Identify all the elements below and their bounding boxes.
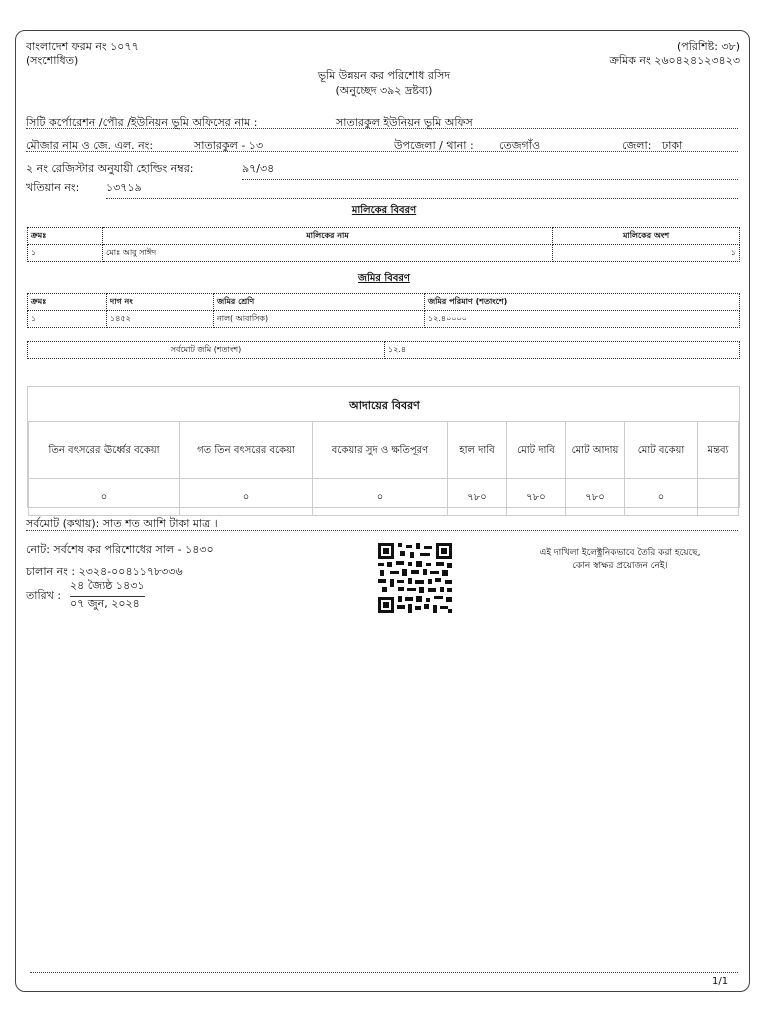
pay-col-over-three: তিন বৎসরের ঊর্ধ্বের বকেয়া <box>29 422 180 479</box>
land-section-title: জমির বিবরণ <box>358 273 410 284</box>
pay-col-interest: বকেয়ার সুদ ও ক্ষতিপূরণ <box>313 422 448 479</box>
land-col-area: জমির পরিমাণ (শতাংশে) <box>425 294 740 311</box>
land-col-dag: দাগ নং <box>107 294 214 311</box>
payment-section <box>27 386 740 508</box>
land-header-row <box>28 294 740 311</box>
mouza-value: সাতারকুল - ১৩ <box>194 139 264 152</box>
pay-col-remarks: মন্তব্য <box>698 422 739 479</box>
land-col-class: জমির শ্রেণি <box>214 294 425 311</box>
serial-number: ক্রমিক নং ২৬০৪২৪১২৩৪২৩ <box>609 54 740 67</box>
district-value: ঢাকা <box>662 139 683 152</box>
challan-number: চালান নং : ২৩২৪-০০৪১১৭৮৩৩৬ <box>26 565 183 578</box>
amended-label: (সংশোধিত) <box>26 54 79 67</box>
table-row <box>28 245 740 262</box>
owner-table <box>27 227 740 262</box>
last-paid-note: নোট: সর্বশেষ কর পরিশোধের সাল - ১৪৩০ <box>26 543 214 556</box>
land-table <box>27 293 740 328</box>
owner-col-name: মালিকের নাম <box>103 228 553 245</box>
district-label: জেলা: <box>622 139 652 152</box>
upazila-label: উপজেলা / থানা : <box>394 139 474 152</box>
form-number: বাংলাদেশ ফরম নং ১০৭৭ <box>26 40 139 53</box>
pay-total-paid: ৭৮০ <box>566 479 625 516</box>
date-bangla: ২৪ জ্যৈষ্ঠ ১৪৩১ <box>70 577 145 597</box>
pay-remarks <box>698 479 739 516</box>
pay-col-last-three: গত তিন বৎসরের বকেয়া <box>180 422 313 479</box>
pay-col-current: হাল দাবি <box>448 422 507 479</box>
table-row <box>29 479 739 516</box>
owner-section-title: মালিকের বিবরণ <box>351 205 417 216</box>
payment-header-row <box>29 422 739 479</box>
footer-divider <box>30 972 738 973</box>
pay-interest: ০ <box>313 479 448 516</box>
land-col-serial: ক্রমঃ <box>28 294 107 311</box>
land-total-label: সর্বমোট জমি (শতাংশ) <box>28 342 385 359</box>
pay-over-three: ০ <box>29 479 180 516</box>
pay-current: ৭৮০ <box>448 479 507 516</box>
khatian-label: খতিয়ান নং: <box>26 181 80 194</box>
owner-header-row <box>28 228 740 245</box>
pay-total-due: ০ <box>625 479 698 516</box>
holding-row <box>26 158 738 174</box>
page-number: 1/1 <box>712 976 729 987</box>
payment-section-title: আদায়ের বিবরণ <box>349 399 420 412</box>
pay-last-three: ০ <box>180 479 313 516</box>
table-row <box>28 311 740 328</box>
payment-table <box>28 421 739 516</box>
pay-col-total-demand: মোট দাবি <box>507 422 566 479</box>
pay-col-total-paid: মোট আদায় <box>566 422 625 479</box>
amount-in-words-row <box>26 514 738 531</box>
holding-value: ৯৭/৩৪ <box>242 160 738 180</box>
khatian-row <box>26 177 738 193</box>
khatian-value: ১৩৭১৯ <box>106 179 738 199</box>
electronic-note-line-1: এই দাখিলা ইলেক্ট্রনিকভাবে তৈরি করা হয়েছে, <box>539 548 701 558</box>
mouza-label: মৌজার নাম ও জে. এল. নং: <box>26 139 154 152</box>
mouza-row <box>26 135 738 152</box>
date-gregorian: ০৭ জুন, ২০২৪ <box>70 597 140 610</box>
owner-serial: ১ <box>28 245 103 262</box>
office-row <box>26 112 738 129</box>
page-subtitle: (অনুচ্ছেদ ৩৯২ দ্রষ্টব্য) <box>335 84 433 97</box>
office-value: সাতারকুল ইউনিয়ন ভূমি অফিস <box>336 116 473 129</box>
land-total-table <box>27 341 740 359</box>
amount-in-words: সর্বমোট (কথায়): সাত শত আশি টাকা মাত্র । <box>26 517 218 530</box>
pay-col-total-due: মোট বকেয়া <box>625 422 698 479</box>
electronic-note-line-2: কোন স্বাক্ষর প্রয়োজন নেই। <box>572 561 668 571</box>
land-total-value: ১২.৪ <box>385 342 740 359</box>
land-total-row <box>28 342 740 359</box>
land-serial: ১ <box>28 311 107 328</box>
land-area: ১২.৪০০০০ <box>425 311 740 328</box>
office-label: সিটি কর্পোরেশন /পৌর /ইউনিয়ন ভূমি অফিসের নাম : <box>26 116 258 129</box>
land-class: নাল( আবাসিক) <box>214 311 425 328</box>
owner-name: মোঃ আবু সাঈদ <box>103 245 553 262</box>
land-dag: ১৪৫২ <box>107 311 214 328</box>
qr-code <box>378 543 452 613</box>
pay-total-demand: ৭৮০ <box>507 479 566 516</box>
upazila-value: তেজগাঁও <box>499 139 541 152</box>
page-title: ভূমি উন্নয়ন কর পরিশোধ রসিদ <box>317 69 451 82</box>
owner-col-share: মালিকের অংশ <box>553 228 740 245</box>
appendix-label: (পরিশিষ্ট: ৩৮) <box>677 40 740 53</box>
holding-label: ২ নং রেজিস্টার অনুযায়ী হোল্ডিং নম্বর: <box>26 162 194 175</box>
owner-col-serial: ক্রমঃ <box>28 228 103 245</box>
date-label: তারিখ : <box>26 589 62 602</box>
owner-share: ১ <box>553 245 740 262</box>
